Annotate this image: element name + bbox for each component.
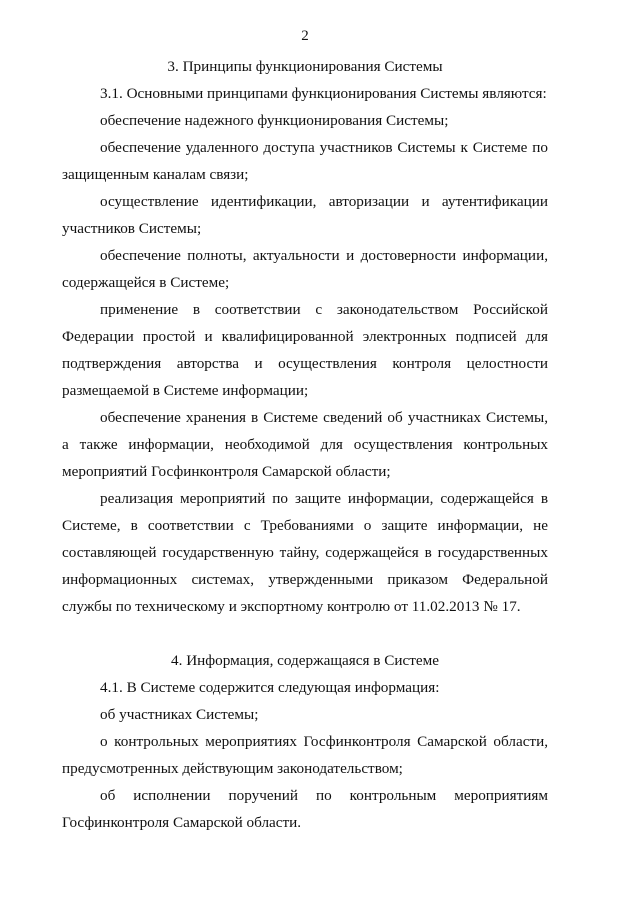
- page-number: 2: [301, 28, 309, 44]
- section-3-paragraph: обеспечение надежного функционирования Системы;: [100, 112, 449, 129]
- section-4-paragraph: о контрольных мероприятиях Госфинконтроля Самарской области, предусмотренных действующим законодательством;: [62, 733, 548, 777]
- section-3-paragraph: обеспечение полноты, актуальности и достоверности информации, содержащейся в Системе;: [62, 247, 548, 291]
- section-4: [62, 647, 548, 836]
- section-4-heading: 4. Информация, содержащаяся в Системе: [171, 652, 439, 669]
- document-body: [62, 53, 548, 836]
- section-3: [62, 53, 548, 620]
- section-3-paragraph: реализация мероприятий по защите информации, содержащейся в Системе, в соответствии с Требованиями о защите информации, не составляющей государственную тайну, содержащейся в государственных информационных системах, утвержденными приказом Федеральной службы по техническому и экспортному контролю от 11.02.2013 № 17.: [62, 490, 548, 615]
- section-3-paragraph: обеспечение удаленного доступа участников Системы к Системе по защищенным каналам связи;: [62, 139, 548, 183]
- section-3-paragraph: обеспечение хранения в Системе сведений об участниках Системы, а также информации, необходимой для осуществления контрольных мероприятий Госфинконтроля Самарской области;: [62, 409, 548, 480]
- section-spacer: [62, 620, 548, 647]
- section-4-paragraph: об участниках Системы;: [100, 706, 259, 723]
- section-3-heading: 3. Принципы функционирования Системы: [167, 58, 443, 75]
- section-4-paragraph: 4.1. В Системе содержится следующая информация:: [100, 679, 440, 696]
- section-4-paragraph: об исполнении поручений по контрольным мероприятиям Госфинконтроля Самарской области.: [62, 787, 548, 831]
- section-3-paragraph: осуществление идентификации, авторизации и аутентификации участников Системы;: [62, 193, 548, 237]
- section-3-paragraph: 3.1. Основными принципами функционирования Системы являются:: [100, 85, 547, 102]
- section-3-paragraph: применение в соответствии с законодательством Российской Федерации простой и квалифицированной электронных подписей для подтверждения авторства и осуществления контроля целостности размещаемой в Системе информации;: [62, 301, 548, 399]
